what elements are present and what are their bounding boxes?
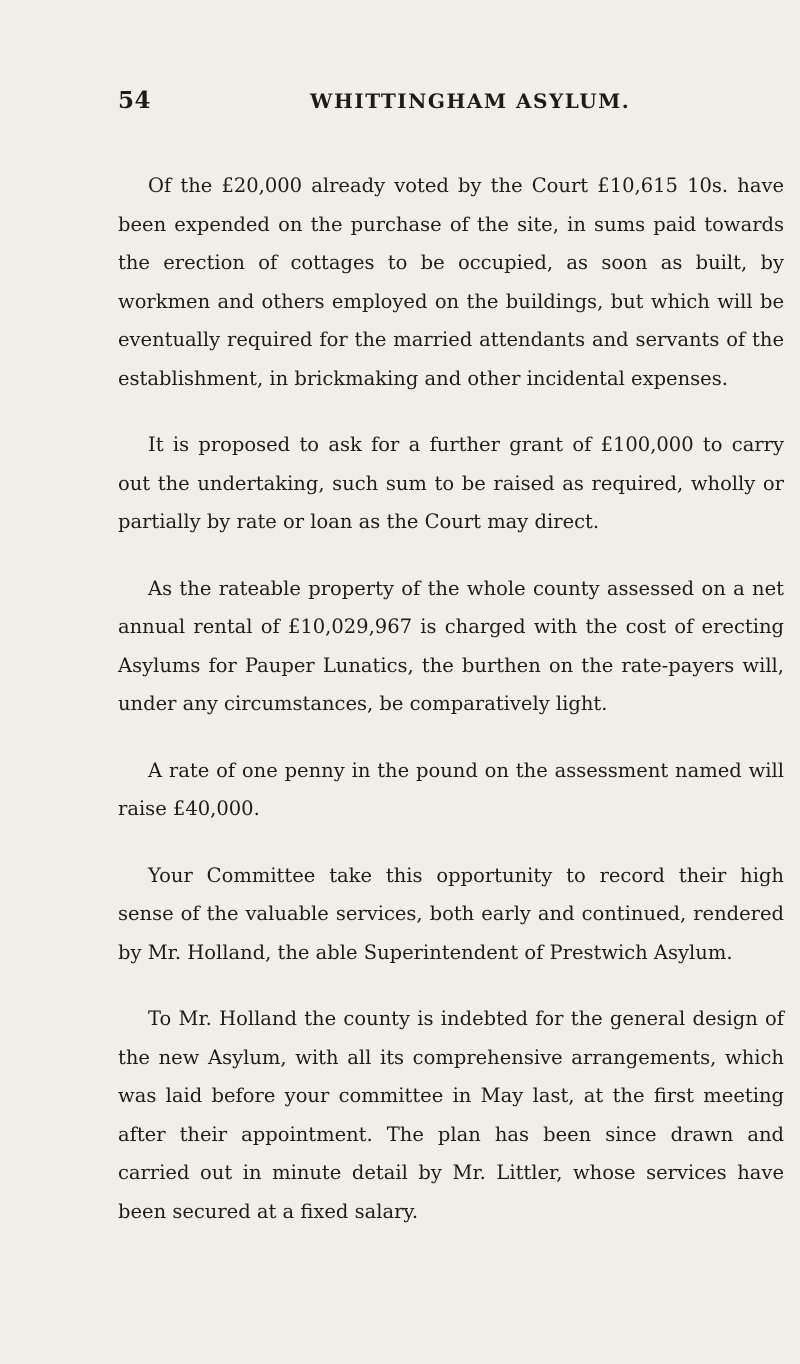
running-title: WHITTINGHAM ASYLUM. xyxy=(310,89,631,113)
running-head xyxy=(0,87,800,127)
paragraph-penny-rate: A rate of one penny in the pound on the assessment named will raise £40,000. xyxy=(118,758,784,820)
paragraph-design-credit: To Mr. Holland the county is indebted for the general design of the new Asylum, with all its comprehensive arrangements, which was laid before your committee in May last, at the first meeting after their appointment. The plan has been since drawn and carried out in minute detail by Mr. Littler, whose services have been secured at a fixed salary. xyxy=(118,1007,784,1223)
page-number: 54 xyxy=(118,87,152,114)
paragraph-committee-thanks: Your Committee take this opportunity to record their high sense of the valuable services, both early and continued, rendered by Mr. Holland, the able Superintendent of Prestwich Asylum. xyxy=(118,863,784,964)
paragraph-site-expenditure: Of the £20,000 already voted by the Court £10,615 10s. have been expended on the purchase of the site, in sums paid towards the erection of cottages to be occupied, as soon as built, by workmen and others employed on the buildings, but which will be eventually required for the married attendants and servants of the establishment, in brickmaking and other incidental expenses. xyxy=(118,174,784,390)
paragraph-further-grant: It is proposed to ask for a further grant of £100,000 to carry out the undertaking, such sum to be raised as required, wholly or partially by rate or loan as the Court may direct. xyxy=(118,433,784,533)
body-text xyxy=(118,167,784,1231)
paragraph-rateable-property: As the rateable property of the whole county assessed on a net annual rental of £10,029,967 is charged with the cost of erecting Asylums for Pauper Lunatics, the burthen on the rate-payers will, under any circumstances, be comparatively light. xyxy=(118,576,784,715)
